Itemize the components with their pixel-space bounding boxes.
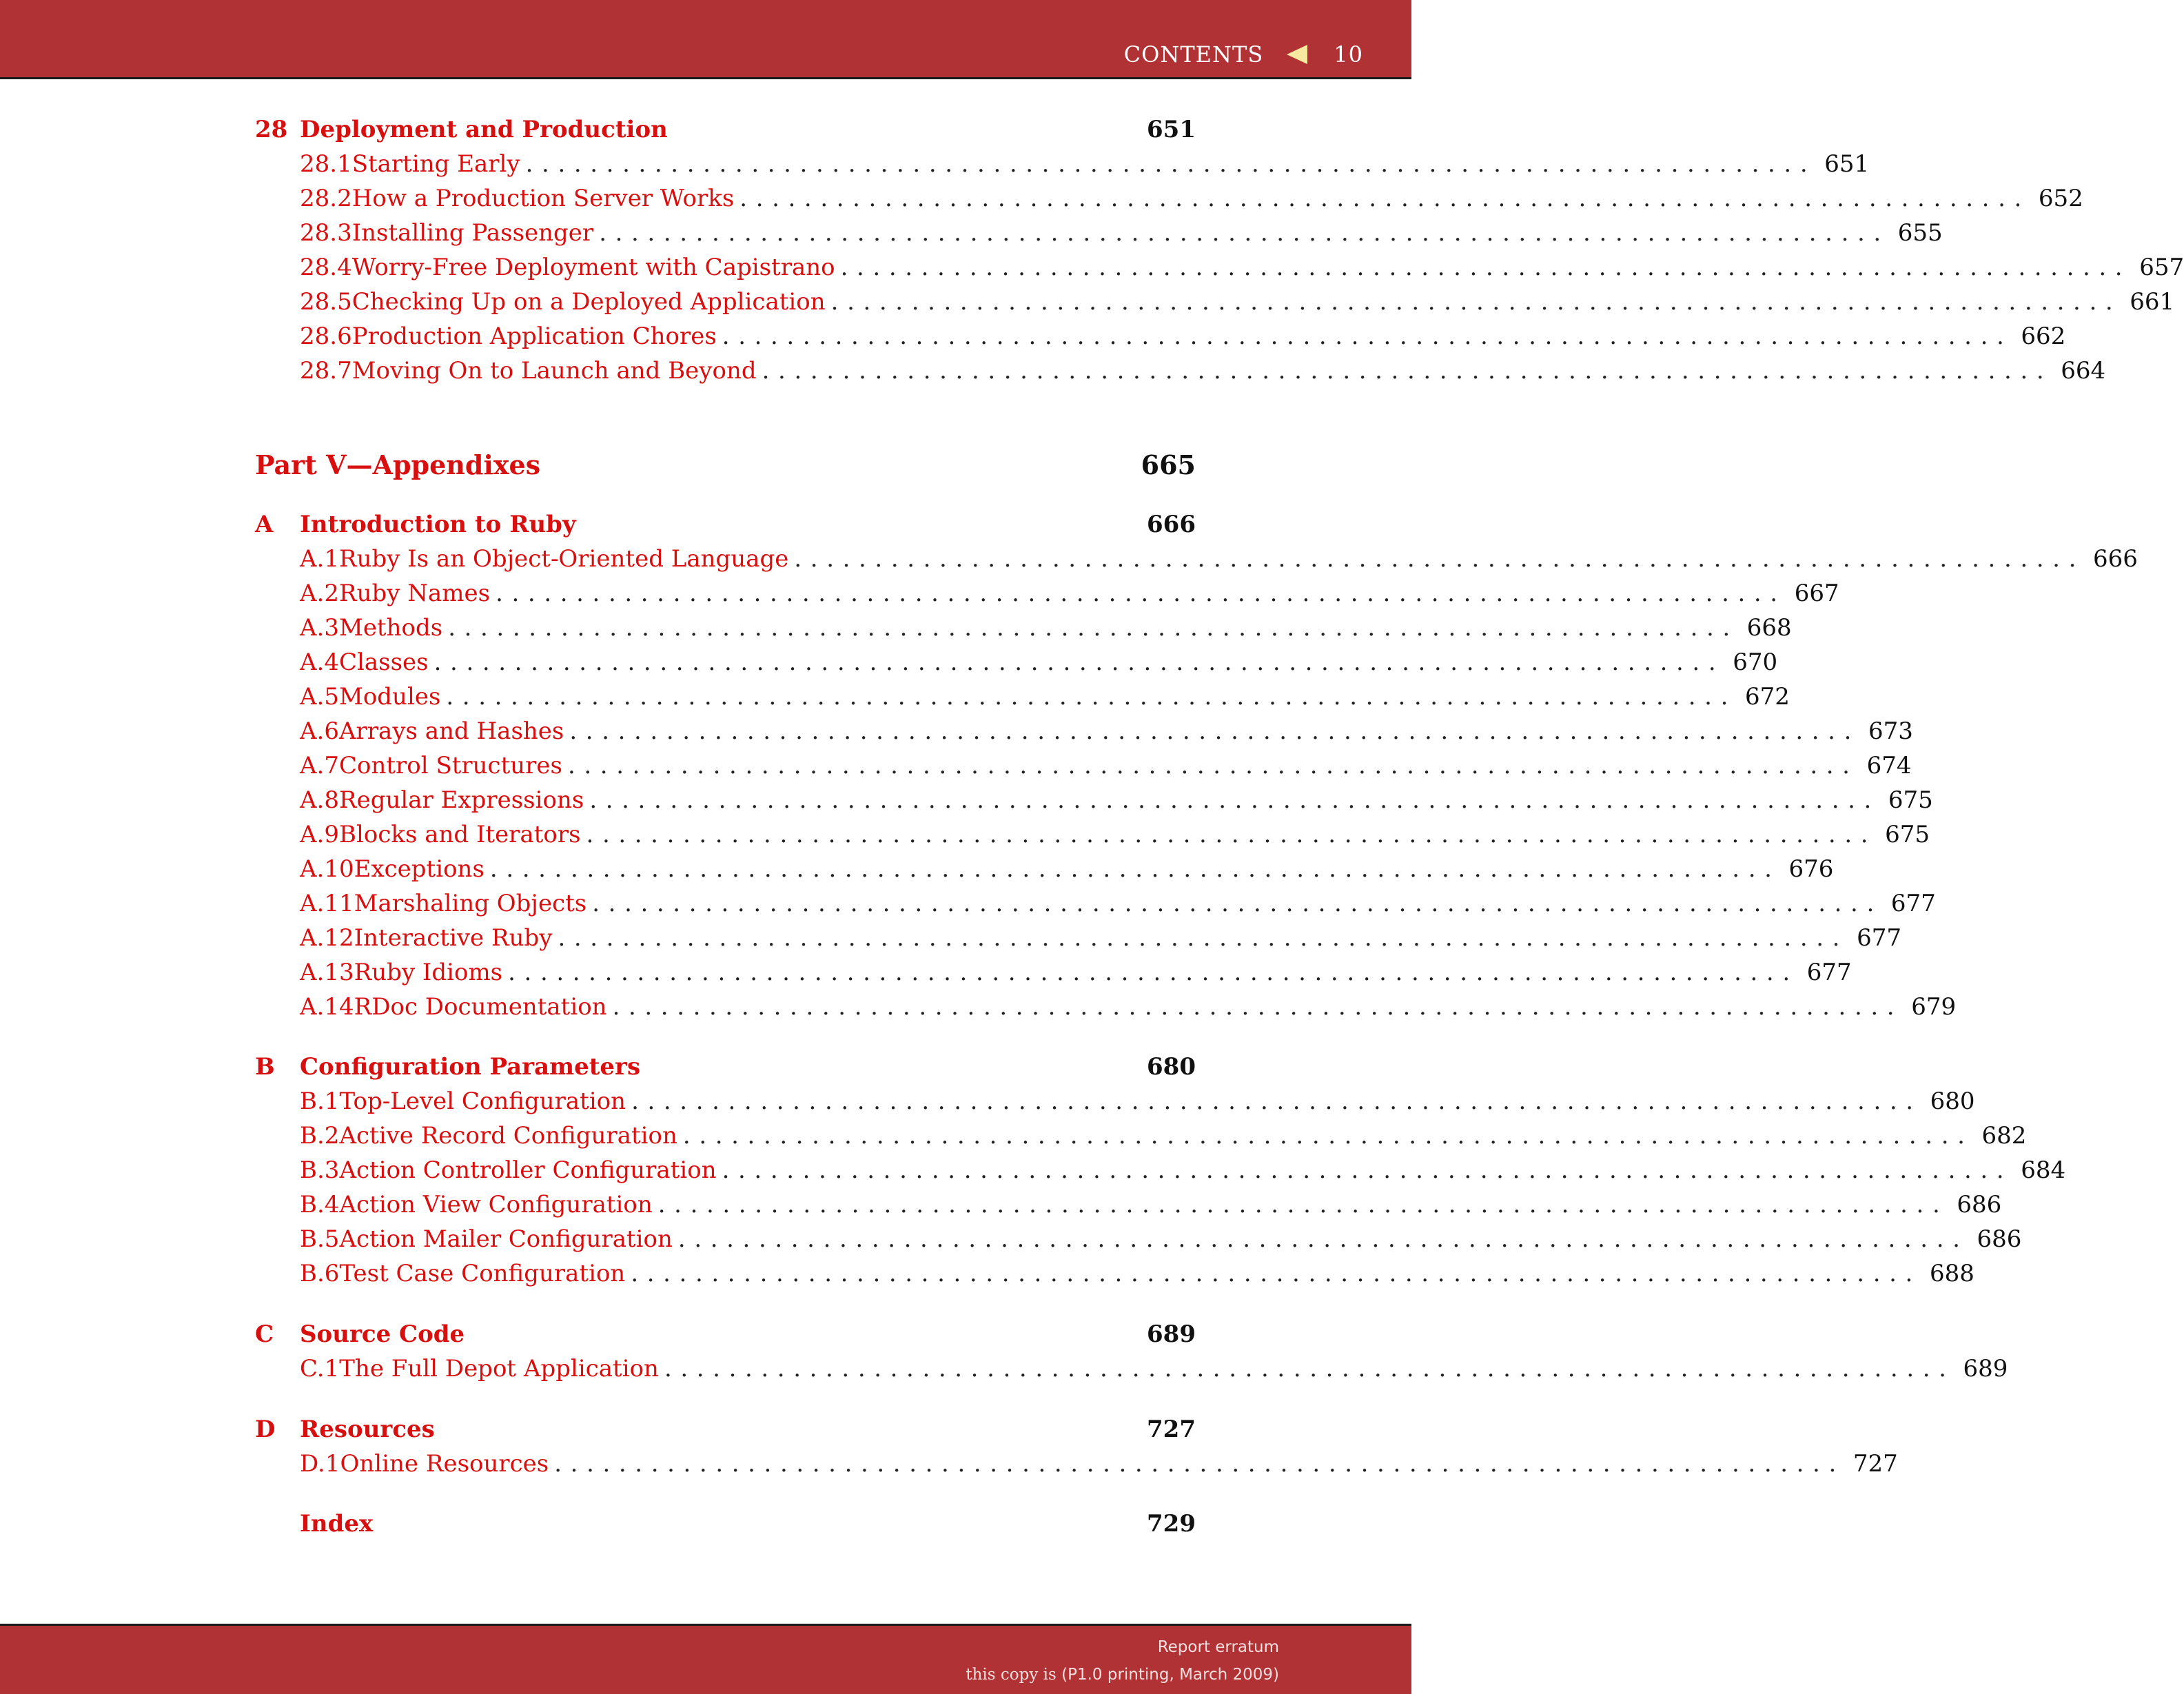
- index-title[interactable]: Index: [300, 1510, 374, 1538]
- section-title[interactable]: Production Application Chores: [351, 323, 717, 350]
- section-title[interactable]: Top-Level Configuration: [339, 1088, 626, 1115]
- chapter-number: D: [255, 1416, 276, 1443]
- section-number: A.9: [300, 821, 339, 848]
- chapter-page: 666: [1147, 511, 1196, 538]
- section-number: 28.5: [300, 288, 352, 316]
- section-number: A.3: [300, 614, 339, 642]
- section-title[interactable]: Action View Configuration: [339, 1191, 653, 1218]
- dot-leader: ................................................................................: [446, 683, 1737, 711]
- section-title[interactable]: Ruby Names: [339, 580, 491, 607]
- section-page: 677: [1890, 890, 1936, 917]
- chapter-title[interactable]: Deployment and Production: [300, 116, 668, 143]
- chapter-number: A: [255, 511, 274, 538]
- section-title[interactable]: Control Structures: [339, 752, 562, 779]
- section-title[interactable]: Online Resources: [340, 1450, 549, 1478]
- section-page: 677: [1806, 959, 1852, 986]
- section-title[interactable]: Action Mailer Configuration: [339, 1225, 673, 1253]
- toc-section-a-5[interactable]: [255, 683, 1790, 717]
- section-title[interactable]: Checking Up on a Deployed Application: [351, 288, 826, 316]
- section-number: A.7: [300, 752, 339, 779]
- chapter-title[interactable]: Configuration Parameters: [300, 1053, 641, 1081]
- section-title[interactable]: Worry-Free Deployment with Capistrano: [351, 254, 835, 281]
- header-page-number: 10: [1334, 41, 1363, 68]
- section-page: 672: [1745, 683, 1790, 711]
- printing-info: [966, 1666, 1279, 1684]
- chapter-page: 651: [1147, 116, 1196, 143]
- section-title[interactable]: Moving On to Launch and Beyond: [351, 357, 757, 385]
- header-bar: [0, 0, 1411, 79]
- section-title[interactable]: Ruby Idioms: [354, 959, 503, 986]
- toc-section-28-1[interactable]: [255, 150, 1870, 185]
- section-page: 680: [1930, 1088, 1975, 1115]
- dot-leader: ................................................................................: [586, 821, 1877, 848]
- toc-section-a-6[interactable]: [255, 717, 1913, 752]
- section-page: 676: [1788, 855, 1834, 883]
- section-page: 675: [1885, 821, 1930, 848]
- section-page: 666: [2092, 545, 2138, 573]
- section-number: 28.6: [300, 323, 352, 350]
- section-number: D.1: [300, 1450, 340, 1478]
- section-number: B.3: [300, 1156, 340, 1184]
- section-page: 655: [1897, 219, 1943, 247]
- section-number: A.12: [300, 924, 354, 952]
- dot-leader: ................................................................................: [722, 1156, 2013, 1184]
- part-page: 665: [1141, 449, 1196, 480]
- dot-leader: ................................................................................: [722, 323, 2013, 350]
- section-title[interactable]: Exceptions: [354, 855, 484, 883]
- section-page: 689: [1963, 1355, 2008, 1382]
- toc-appendix-d[interactable]: [255, 1416, 1196, 1450]
- section-page: 727: [1853, 1450, 1898, 1478]
- toc-section-b-4[interactable]: [255, 1191, 2002, 1225]
- section-title[interactable]: The Full Depot Application: [339, 1355, 659, 1382]
- toc-appendix-b[interactable]: [255, 1053, 1196, 1088]
- toc-section-a-10[interactable]: [255, 855, 1834, 890]
- toc-section-28-2[interactable]: [255, 185, 2083, 219]
- section-title[interactable]: Classes: [339, 649, 429, 676]
- section-number: A.13: [300, 959, 354, 986]
- section-page: 651: [1824, 150, 1870, 178]
- toc-section-b-6[interactable]: [255, 1260, 1974, 1294]
- section-title[interactable]: Active Record Configuration: [339, 1122, 677, 1150]
- toc-section-b-1[interactable]: [255, 1088, 1975, 1122]
- toc-appendix-a[interactable]: [255, 511, 1196, 545]
- toc-section-28-5[interactable]: [255, 288, 2175, 323]
- section-number: 28.3: [300, 219, 352, 247]
- dot-leader: ................................................................................: [657, 1191, 1949, 1218]
- section-title[interactable]: Blocks and Iterators: [339, 821, 581, 848]
- dot-leader: ................................................................................: [677, 1225, 1969, 1253]
- dot-leader: ................................................................................: [489, 855, 1781, 883]
- section-page: 675: [1888, 786, 1933, 814]
- dot-leader: ................................................................................: [762, 357, 2053, 385]
- dot-leader: ................................................................................: [554, 1450, 1845, 1478]
- dot-leader: ................................................................................: [631, 1260, 1921, 1287]
- section-number: B.5: [300, 1225, 340, 1253]
- toc-section-b-5[interactable]: [255, 1225, 2022, 1260]
- section-number: A.14: [300, 993, 354, 1021]
- dot-leader: ................................................................................: [664, 1355, 1955, 1382]
- part-title[interactable]: Part V—Appendixes: [255, 449, 541, 480]
- dot-leader: ................................................................................: [589, 786, 1880, 814]
- toc-section-28-7[interactable]: [255, 357, 2106, 391]
- section-number: A.6: [300, 717, 339, 745]
- toc-chapter-28[interactable]: [255, 116, 1196, 150]
- section-number: A.1: [300, 545, 339, 573]
- back-arrow-icon[interactable]: [1287, 45, 1307, 64]
- section-page: 652: [2038, 185, 2083, 212]
- toc-section-a-13[interactable]: [255, 959, 1852, 993]
- dot-leader: ................................................................................: [599, 219, 1890, 247]
- section-number: A.5: [300, 683, 339, 711]
- toc-section-a-3[interactable]: [255, 614, 1792, 649]
- section-number: B.1: [300, 1088, 340, 1115]
- toc-section-a-9[interactable]: [255, 821, 1930, 855]
- section-page: 682: [1981, 1122, 2027, 1150]
- header-nav: [1124, 41, 1363, 68]
- chapter-page: 727: [1147, 1416, 1196, 1443]
- toc-section-b-2[interactable]: [255, 1122, 2027, 1156]
- toc-section-a-2[interactable]: [255, 580, 1839, 614]
- section-page: 674: [1866, 752, 1912, 779]
- section-page: 667: [1794, 580, 1839, 607]
- toc-section-28-3[interactable]: [255, 219, 1943, 254]
- dot-leader: ................................................................................: [569, 717, 1860, 745]
- section-number: 28.2: [300, 185, 352, 212]
- dot-leader: ................................................................................: [739, 185, 2030, 212]
- chapter-number: 28: [255, 116, 288, 143]
- toc-section-a-11[interactable]: [255, 890, 1936, 924]
- dot-leader: ................................................................................: [558, 924, 1849, 952]
- toc-section-28-6[interactable]: [255, 323, 2066, 357]
- dot-leader: ................................................................................: [567, 752, 1859, 779]
- chapter-number: B: [255, 1053, 275, 1081]
- toc-section-a-4[interactable]: [255, 649, 1778, 683]
- section-page: 661: [2130, 288, 2175, 316]
- section-number: B.6: [300, 1260, 340, 1287]
- section-title[interactable]: Installing Passenger: [351, 219, 594, 247]
- chapter-page: 689: [1147, 1320, 1196, 1348]
- section-page: 679: [1911, 993, 1957, 1021]
- section-title[interactable]: Marshaling Objects: [354, 890, 587, 917]
- toc-appendix-c[interactable]: [255, 1320, 1196, 1355]
- section-title[interactable]: Regular Expressions: [339, 786, 584, 814]
- dot-leader: ................................................................................: [612, 993, 1904, 1021]
- section-number: 28.4: [300, 254, 352, 281]
- dot-leader: ................................................................................: [794, 545, 2085, 573]
- section-number: A.8: [300, 786, 339, 814]
- report-erratum-link[interactable]: Report erratum: [1157, 1638, 1279, 1656]
- toc-section-a-8[interactable]: [255, 786, 1933, 821]
- section-title[interactable]: Arrays and Hashes: [339, 717, 564, 745]
- chapter-title[interactable]: Source Code: [300, 1320, 465, 1348]
- section-page: 664: [2061, 357, 2106, 385]
- section-title[interactable]: Action Controller Configuration: [339, 1156, 717, 1184]
- section-page: 686: [1957, 1191, 2002, 1218]
- chapter-number: C: [255, 1320, 274, 1348]
- toc-part-v[interactable]: [255, 449, 1196, 484]
- dot-leader: ................................................................................: [525, 150, 1817, 178]
- footer-bar: [0, 1624, 1411, 1694]
- dot-leader: ................................................................................: [592, 890, 1883, 917]
- section-page: 684: [2021, 1156, 2066, 1184]
- toc-section-b-3[interactable]: [255, 1156, 2066, 1191]
- section-number: A.11: [300, 890, 354, 917]
- section-title[interactable]: RDoc Documentation: [354, 993, 607, 1021]
- section-number: A.2: [300, 580, 339, 607]
- dot-leader: ................................................................................: [840, 254, 2132, 281]
- dot-leader: ................................................................................: [682, 1122, 1974, 1150]
- chapter-page: 680: [1147, 1053, 1196, 1081]
- dot-leader: ................................................................................: [631, 1088, 1922, 1115]
- section-page: 677: [1857, 924, 1901, 952]
- toc-section-28-4[interactable]: [255, 254, 2184, 288]
- section-number: A.10: [300, 855, 354, 883]
- section-number: 28.7: [300, 357, 352, 385]
- section-number: A.4: [300, 649, 339, 676]
- toc-index[interactable]: [255, 1510, 1196, 1544]
- section-page: 688: [1929, 1260, 1974, 1287]
- section-number: B.4: [300, 1191, 340, 1218]
- section-title[interactable]: Ruby Is an Object-Oriented Language: [339, 545, 789, 573]
- section-page: 673: [1868, 717, 1913, 745]
- section-title[interactable]: Test Case Configuration: [339, 1260, 626, 1287]
- dot-leader: ................................................................................: [508, 959, 1799, 986]
- section-number: B.2: [300, 1122, 340, 1150]
- toc-section-d-1[interactable]: [255, 1450, 1898, 1484]
- section-page: 670: [1733, 649, 1778, 676]
- section-title[interactable]: Modules: [339, 683, 441, 711]
- toc-section-a-1[interactable]: [255, 545, 2138, 580]
- contents-link[interactable]: CONTENTS: [1123, 41, 1264, 68]
- section-title[interactable]: How a Production Server Works: [351, 185, 735, 212]
- section-title[interactable]: Interactive Ruby: [354, 924, 553, 952]
- section-page: 657: [2139, 254, 2184, 281]
- printing-details: (P1.0 printing, March 2009): [1061, 1666, 1279, 1684]
- toc-section-a-14[interactable]: [255, 993, 1957, 1028]
- index-page: 729: [1147, 1510, 1196, 1538]
- toc-section-c-1[interactable]: [255, 1355, 2008, 1389]
- section-title[interactable]: Methods: [339, 614, 443, 642]
- dot-leader: ................................................................................: [496, 580, 1786, 607]
- dot-leader: ................................................................................: [433, 649, 1725, 676]
- dot-leader: ................................................................................: [448, 614, 1739, 642]
- copy-prefix: this copy is: [966, 1666, 1057, 1684]
- section-page: 686: [1977, 1225, 2022, 1253]
- section-page: 668: [1746, 614, 1792, 642]
- chapter-title[interactable]: Introduction to Ruby: [300, 511, 576, 538]
- toc-section-a-7[interactable]: [255, 752, 1912, 786]
- section-number: C.1: [300, 1355, 340, 1382]
- section-title[interactable]: Starting Early: [351, 150, 520, 178]
- chapter-title[interactable]: Resources: [300, 1416, 435, 1443]
- section-page: 662: [2021, 323, 2066, 350]
- section-number: 28.1: [300, 150, 352, 178]
- dot-leader: ................................................................................: [830, 288, 2122, 316]
- toc-section-a-12[interactable]: [255, 924, 1901, 959]
